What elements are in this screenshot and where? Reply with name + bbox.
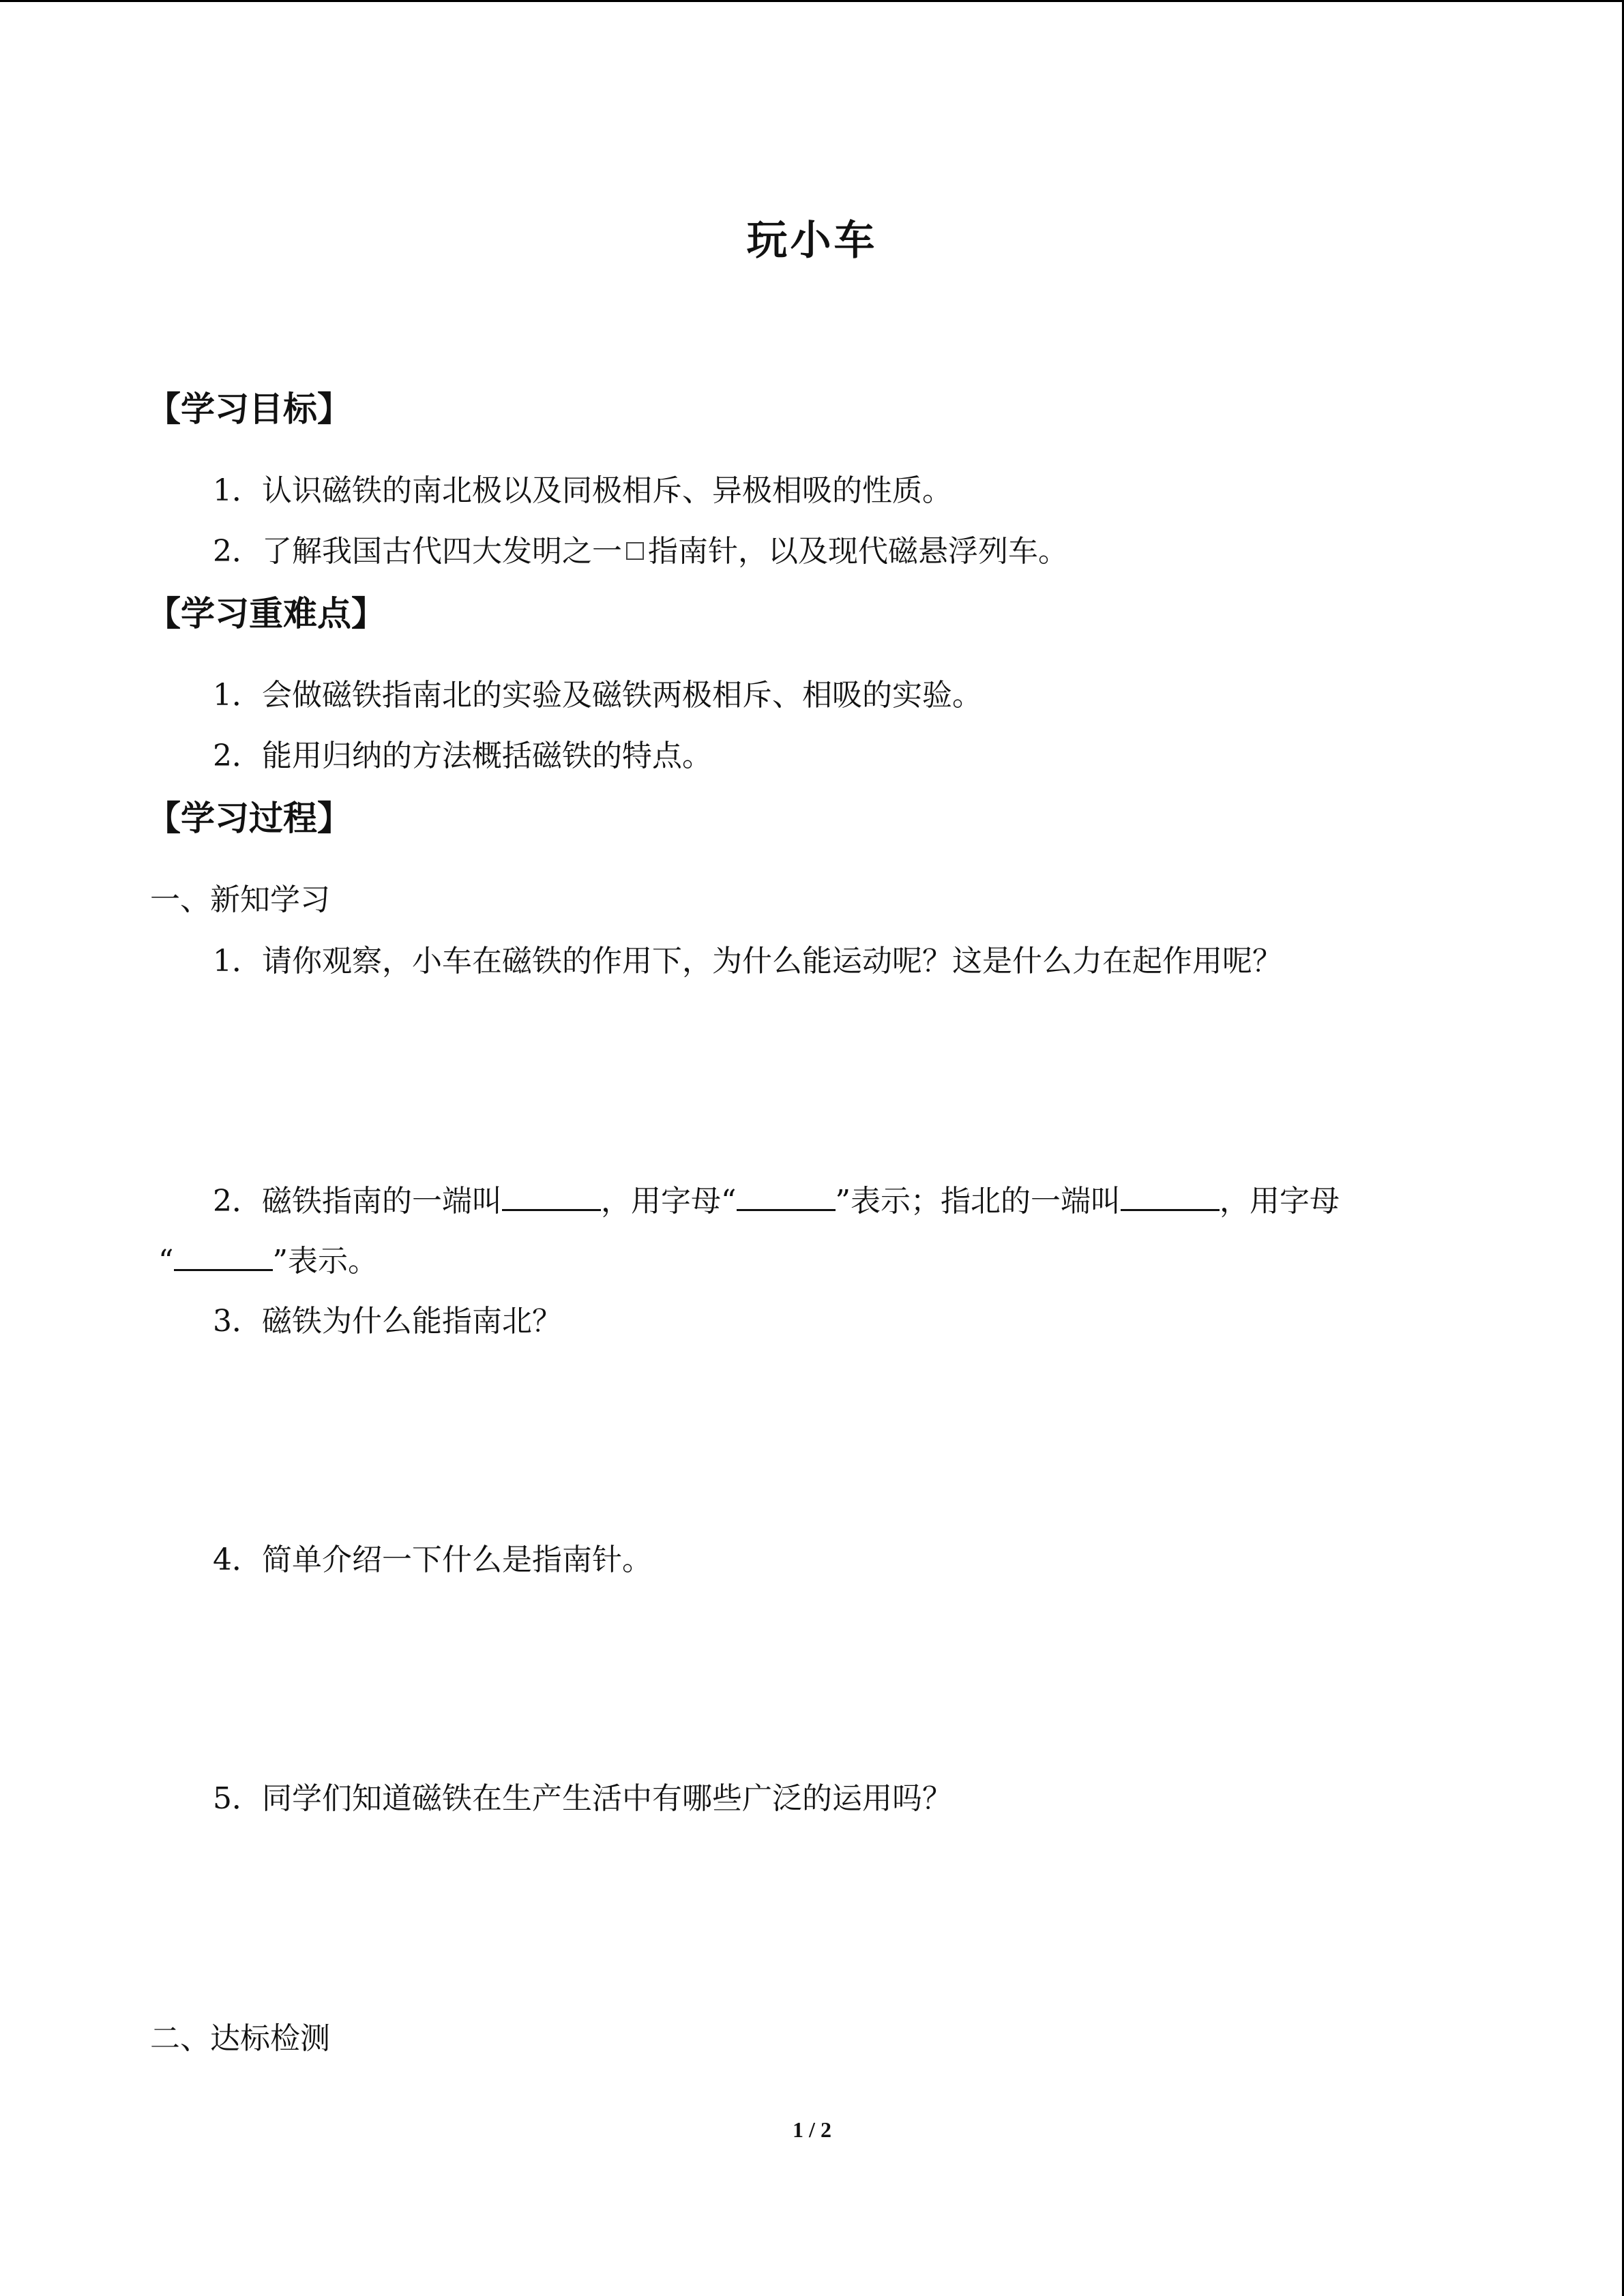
goal-item-2	[213, 533, 1068, 571]
page-top-border	[0, 0, 1624, 2]
question-2-text-e: “	[158, 1244, 174, 1279]
question-2-text-d: ，用字母	[1220, 1184, 1340, 1219]
goal-item-2-after: 指南针，以及现代磁悬浮列车。	[648, 534, 1068, 569]
question-5: 5．同学们知道磁铁在生产生活中有哪些广泛的运用吗？	[213, 1781, 952, 1816]
section-heading-goals: 【学习目标】	[147, 389, 351, 429]
question-3: 3．磁铁为什么能指南北？	[213, 1304, 562, 1339]
question-2-text-c: ”表示；指北的一端叫	[835, 1184, 1121, 1219]
answer-blank-south-letter[interactable]	[737, 1184, 836, 1211]
question-2-text-a: 2．磁铁指南的一端叫	[213, 1184, 502, 1219]
section-heading-key-points: 【学习重难点】	[147, 594, 385, 633]
page-title: 玩小车	[746, 217, 878, 265]
goal-item-1: 1．认识磁铁的南北极以及同极相斥、异极相吸的性质。	[213, 473, 952, 508]
question-2-text-b: ，用字母“	[601, 1184, 737, 1219]
question-2-line-1	[213, 1182, 1340, 1221]
section-heading-process: 【学习过程】	[147, 799, 351, 838]
part-heading-assessment: 二、达标检测	[150, 2021, 330, 2056]
goal-item-2-before: 2．了解我国古代四大发明之一	[213, 534, 622, 569]
question-2-text-f: ”表示。	[272, 1244, 378, 1279]
answer-blank-north-name[interactable]	[1121, 1184, 1220, 1211]
page-number: 1 / 2	[793, 2117, 831, 2142]
answer-blank-south-name[interactable]	[502, 1184, 601, 1211]
key-point-item-2: 2．能用归纳的方法概括磁铁的特点。	[213, 739, 712, 773]
answer-blank-north-letter[interactable]	[174, 1244, 273, 1271]
part-heading-new-knowledge: 一、新知学习	[150, 882, 330, 917]
question-4: 4．简单介绍一下什么是指南针。	[213, 1542, 652, 1577]
missing-char-box	[626, 542, 644, 560]
key-point-item-1: 1．会做磁铁指南北的实验及磁铁两极相斥、相吸的实验。	[213, 678, 982, 713]
question-1: 1．请你观察，小车在磁铁的作用下，为什么能运动呢？这是什么力在起作用呢？	[213, 944, 1282, 979]
question-2-line-2	[158, 1242, 378, 1281]
